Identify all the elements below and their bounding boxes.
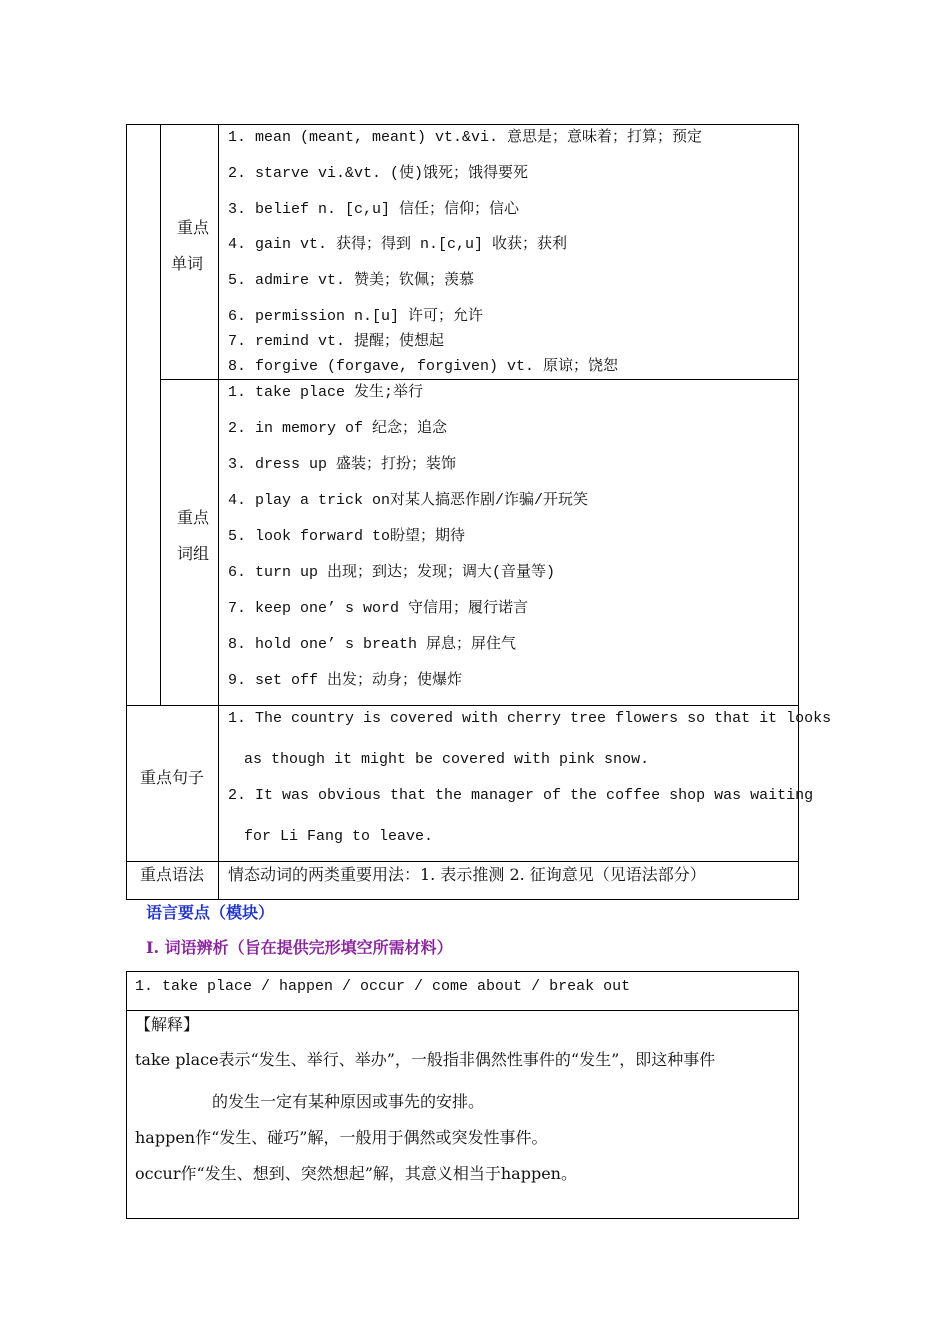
t1-hline-phrase-sentence	[126, 705, 799, 706]
t1-border-right	[798, 124, 799, 900]
vocab-item: 6. permission n.[u] 许可；允许	[228, 308, 484, 325]
sentence-label: 重点句子	[140, 768, 205, 787]
phrase-item: 4. play a trick on对某人搞恶作剧/诈骗/开玩笑	[228, 492, 589, 509]
t2-border-top	[126, 971, 799, 972]
phrase-item: 6. turn up 出现；到达；发现；调大(音量等)	[228, 564, 556, 581]
vocab-item: 4. gain vt. 获得；得到 n.[c,u] 收获；获利	[228, 236, 568, 253]
heading-language-points: 语言要点（模块）	[146, 903, 275, 922]
phrase-item: 1. take place 发生;举行	[228, 384, 424, 401]
explain-label: 【解释】	[135, 1015, 200, 1034]
vocab-item: 5. admire vt. 赞美；钦佩；羡慕	[228, 272, 475, 289]
t2-header: 1. take place / happen / occur / come about / break out	[135, 978, 631, 995]
vocab-label-2: 单词	[171, 254, 204, 273]
vocab-item: 3. belief n. [c,u] 信任；信仰；信心	[228, 201, 520, 218]
phrase-item: 2. in memory of 纪念；追念	[228, 420, 448, 437]
explain-line: take place表示“发生、举行、举办”，一般指非偶然性事件的“发生”，即这种事件	[135, 1050, 716, 1069]
grammar-label: 重点语法	[140, 865, 205, 884]
t2-border-left	[126, 971, 127, 1219]
t2-hline-header	[126, 1010, 799, 1011]
vocab-item: 7. remind vt. 提醒；使想起	[228, 333, 445, 350]
t1-inner-vline-2	[218, 124, 219, 900]
t1-hline-vocab-phrase	[160, 379, 799, 380]
vocab-label-1: 重点	[177, 218, 210, 237]
phrase-item: 8. hold one’ s breath 屏息；屏住气	[228, 636, 517, 653]
t1-border-bottom	[126, 899, 799, 900]
phrase-item: 7. keep one’ s word 守信用；履行诺言	[228, 600, 529, 617]
explain-line: happen作“发生、碰巧”解，一般用于偶然或突发性事件。	[135, 1128, 548, 1147]
sentence-line: 1. The country is covered with cherry tree flowers so that it looks	[228, 710, 832, 727]
t2-border-bottom	[126, 1218, 799, 1219]
t1-border-left	[126, 124, 127, 900]
sentence-line: for Li Fang to leave.	[244, 828, 434, 845]
t1-inner-vline-1	[160, 124, 161, 705]
phrase-item: 9. set off 出发；动身；使爆炸	[228, 672, 463, 689]
t1-hline-sentence-grammar	[126, 861, 799, 862]
vocab-item: 8. forgive (forgave, forgiven) vt. 原谅；饶恕	[228, 358, 619, 375]
explain-line: 的发生一定有某种原因或事先的安排。	[212, 1092, 485, 1111]
grammar-text: 情态动词的两类重要用法：1. 表示推测 2. 征询意见（见语法部分）	[228, 865, 706, 884]
phrase-label-2: 词组	[177, 544, 210, 563]
heading-word-analysis: Ⅰ. 词语辨析（旨在提供完形填空所需材料）	[146, 938, 453, 957]
phrase-item: 5. look forward to盼望；期待	[228, 528, 466, 545]
vocab-item: 2. starve vi.&vt. (使)饿死；饿得要死	[228, 165, 529, 182]
phrase-item: 3. dress up 盛装；打扮；装饰	[228, 456, 457, 473]
explain-line: occur作“发生、想到、突然想起”解，其意义相当于happen。	[135, 1164, 577, 1183]
t2-border-right	[798, 971, 799, 1219]
sentence-line: as though it might be covered with pink snow.	[244, 751, 650, 768]
t1-border-top	[126, 124, 799, 125]
vocab-item: 1. mean (meant, meant) vt.&vi. 意思是；意味着；打算；预定	[228, 129, 703, 146]
sentence-line: 2. It was obvious that the manager of the coffee shop was waiting	[228, 787, 814, 804]
phrase-label-1: 重点	[177, 508, 210, 527]
